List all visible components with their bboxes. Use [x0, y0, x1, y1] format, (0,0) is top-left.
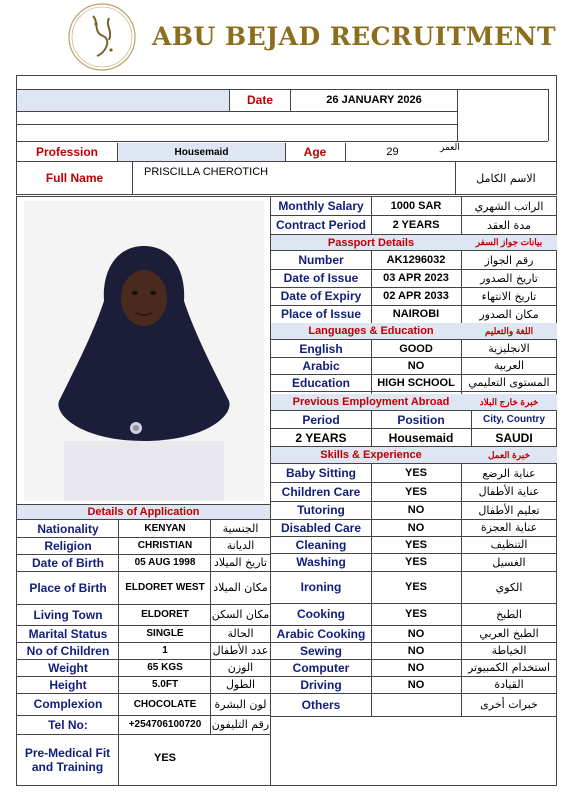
application-row-value: CHOCOLATE — [133, 698, 197, 710]
application-row-arabic: الديانة — [226, 539, 255, 552]
age-label: Age — [303, 145, 327, 159]
language-row-value: NO — [407, 359, 425, 372]
application-row-arabic: مكان السكن — [211, 608, 270, 621]
application-row-arabic: الطول — [225, 678, 256, 691]
employment-country-value: SAUDI — [495, 430, 533, 445]
skill-row-arabic: عناية الأطفال — [478, 485, 540, 498]
employment-period-value: 2 YEARS — [295, 430, 347, 445]
date-label: Date — [246, 93, 273, 107]
passport-row-label: Date of Expiry — [280, 289, 362, 303]
profession-label: Profession — [35, 145, 98, 159]
skill-row-label: Washing — [296, 555, 346, 569]
application-row-label: Complexion — [33, 697, 103, 711]
application-row-value: 1 — [162, 645, 168, 656]
passport-row-label: Place of Issue — [280, 307, 362, 321]
contract-period-value: 2 YEARS — [392, 219, 440, 231]
application-row-arabic: عدد الأطفال — [212, 644, 269, 657]
application-row-arabic: تاريخ الميلاد — [214, 556, 267, 569]
skill-row-label: Baby Sitting — [285, 466, 356, 480]
application-row-label: Height — [49, 677, 87, 692]
skill-row-label: Computer — [292, 660, 350, 675]
application-row-arabic: الجنسية — [222, 522, 259, 535]
language-row-label: Education — [291, 375, 350, 390]
skill-row-arabic: الطبخ — [496, 607, 522, 621]
skill-row-value: YES — [404, 556, 427, 568]
language-row-value: HIGH SCHOOL — [377, 376, 455, 389]
age-arabic: العمر — [440, 143, 460, 153]
application-row-value: ELDORET WEST — [125, 582, 205, 593]
application-row-arabic: لون البشرة — [214, 697, 267, 711]
application-row-arabic: مكان الميلاد — [213, 581, 268, 594]
employment-position-header: Position — [397, 412, 445, 427]
skill-row-label: Ironing — [300, 580, 342, 594]
passport-title: Passport Details — [327, 236, 415, 249]
passport-row-value: NAIROBI — [392, 308, 440, 320]
languages-title: Languages & Education — [308, 325, 434, 337]
language-row-arabic: المستوى التعليمي — [468, 376, 550, 389]
skill-row-label: Children Care — [281, 484, 361, 499]
passport-row-arabic: مكان الصدور — [479, 307, 539, 321]
skill-row-value: YES — [404, 581, 427, 593]
language-row-label: English — [299, 341, 343, 356]
languages-title-arabic: اللغة والتعليم — [484, 325, 534, 336]
passport-row-value: AK1296032 — [386, 254, 446, 266]
application-row-arabic: رقم التليفون — [211, 718, 270, 731]
language-row-label: Arabic — [302, 358, 340, 373]
application-row-value: +254706100720 — [128, 719, 202, 730]
salary-arabic: الراتب الشهري — [474, 199, 544, 213]
agency-name: ABU BEJAD RECRUITMENT — [152, 22, 557, 51]
language-row-value: GOOD — [399, 342, 433, 355]
profession-value: Housemaid — [174, 146, 229, 158]
skill-row-value: NO — [407, 644, 425, 657]
employment-country-header: City, Country — [482, 414, 546, 425]
skill-row-value: YES — [404, 608, 427, 620]
skill-row-value — [371, 693, 461, 716]
employment-period-header: Period — [302, 412, 340, 427]
skill-row-arabic: الخياطة — [491, 644, 527, 657]
application-row-label: No of Children — [26, 643, 110, 658]
fullname-label: Full Name — [45, 171, 104, 185]
application-row-arabic: الوزن — [227, 661, 254, 674]
skill-row-value: NO — [407, 521, 425, 534]
application-row-label: Religion — [44, 538, 92, 553]
skill-row-label: Sewing — [299, 643, 342, 658]
skill-row-arabic: الغسيل — [492, 555, 526, 569]
skill-row-value: NO — [407, 504, 425, 516]
employment-title-arabic: خبرة خارج البلاد — [479, 396, 539, 407]
skill-row-label: Cleaning — [295, 537, 347, 552]
application-row-arabic: الحالة — [227, 627, 254, 640]
person-portrait-icon — [24, 201, 264, 501]
age-value: 29 — [386, 146, 399, 158]
application-row-label: Tel No: — [48, 717, 88, 732]
contract-period-arabic: مدة العقد — [487, 218, 531, 232]
passport-row-arabic: تاريخ الانتهاء — [481, 289, 537, 303]
skill-row-value: NO — [407, 661, 425, 674]
skills-title-arabic: خبرة العمل — [487, 449, 531, 460]
application-row-label: Nationality — [37, 521, 99, 536]
salary-value: 1000 SAR — [390, 200, 442, 212]
skill-row-label: Tutoring — [297, 503, 345, 517]
language-row-arabic: الانجليزية — [488, 342, 530, 355]
skill-row-arabic: عناية العجزة — [480, 521, 538, 534]
employment-title: Previous Employment Abroad — [292, 396, 450, 408]
application-row-value: 5.0FT — [151, 679, 179, 690]
application-row-value: CHRISTIAN — [137, 540, 193, 551]
skill-row-label: Cooking — [297, 607, 345, 621]
application-row-value: KENYAN — [144, 523, 186, 534]
fullname-arabic: الاسم الكامل — [476, 171, 536, 185]
passport-title-arabic: بيانات جواز السفر — [475, 237, 543, 247]
application-row-label: Marital Status — [28, 626, 108, 641]
application-row-label: Place of Birth — [29, 580, 107, 595]
skill-row-arabic: تعليم الأطفال — [478, 503, 540, 517]
application-row-label: Weight — [48, 660, 88, 675]
passport-row-value: 02 APR 2033 — [383, 290, 449, 302]
application-row-value: 05 AUG 1998 — [134, 557, 196, 568]
skill-row-arabic: الطبخ العربي — [479, 627, 539, 640]
premedical-label: Pre-Medical Fit and Training — [24, 746, 111, 774]
agency-logo — [63, 2, 141, 72]
passport-row-label: Date of Issue — [283, 271, 359, 285]
passport-row-value: 03 APR 2023 — [383, 272, 449, 284]
skill-row-value: NO — [407, 678, 425, 691]
skill-row-arabic: التنظيف — [490, 538, 528, 551]
skill-row-label: Disabled Care — [280, 520, 362, 535]
date-value: 26 JANUARY 2026 — [326, 94, 422, 106]
premedical-value: YES — [153, 752, 176, 764]
skill-row-value: YES — [404, 485, 427, 498]
date-band — [17, 89, 229, 111]
skill-row-value: YES — [404, 467, 427, 479]
passport-row-arabic: تاريخ الصدور — [480, 271, 538, 285]
fullname-value: PRISCILLA CHEROTICH — [144, 166, 269, 178]
application-row-value: 65 KGS — [147, 662, 183, 673]
language-row-arabic: العربية — [493, 359, 525, 372]
skill-row-value: NO — [407, 627, 425, 640]
application-title: Details of Application — [87, 506, 200, 518]
skill-row-label: Driving — [300, 677, 342, 692]
skill-row-arabic: استخدام الكمبيوتر — [467, 661, 551, 674]
employment-position-value: Housemaid — [388, 430, 454, 445]
candidate-photo — [24, 201, 264, 501]
skill-row-value: YES — [404, 538, 427, 551]
skill-row-arabic: الكوي — [495, 580, 523, 594]
application-row-value: SINGLE — [146, 628, 184, 639]
contract-period-label: Contract Period — [275, 218, 366, 232]
skills-title: Skills & Experience — [320, 449, 422, 461]
skill-row-arabic: خبرات أخرى — [480, 698, 538, 711]
logo-emblem-icon — [63, 2, 141, 72]
skill-row-label: Others — [301, 697, 341, 712]
skill-row-label: Arabic Cooking — [276, 626, 366, 641]
application-row-label: Living Town — [33, 607, 103, 622]
skill-row-arabic: القيادة — [494, 678, 524, 691]
application-row-label: Date of Birth — [32, 555, 104, 570]
passport-row-label: Number — [298, 253, 344, 267]
application-row-value: ELDORET — [141, 609, 189, 620]
skill-row-arabic: عناية الرضع — [482, 466, 536, 480]
passport-row-arabic: رقم الجواز — [484, 253, 534, 267]
salary-label: Monthly Salary — [278, 199, 364, 213]
